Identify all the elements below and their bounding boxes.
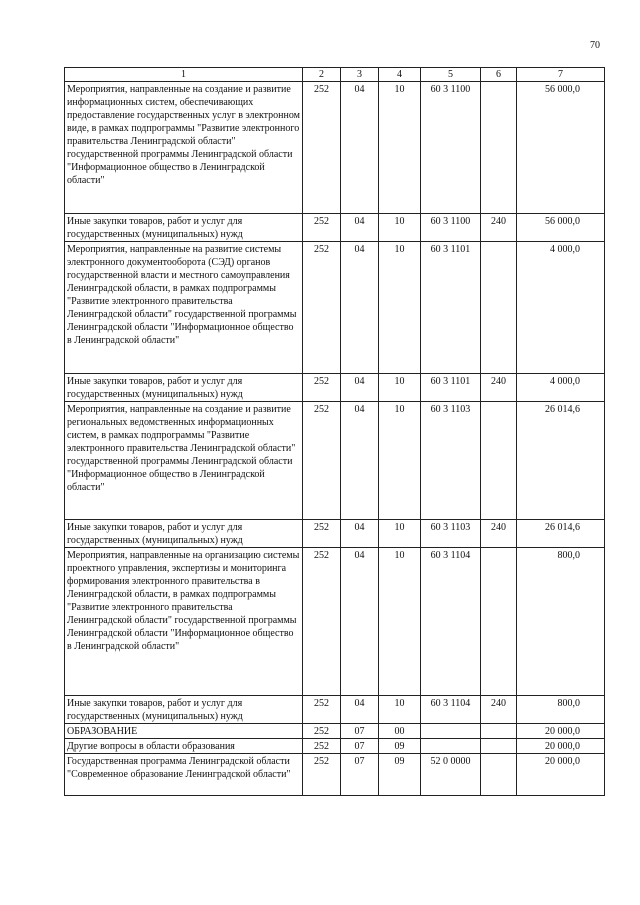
table-row [65, 402, 605, 520]
row-target [421, 739, 481, 754]
row-section: 07 [341, 739, 379, 754]
row-target: 60 3 1104 [421, 548, 481, 696]
row-name: Мероприятия, направленные на развитие системы электронного документооборота (СЭД) органов государственной власти и местного самоуправления Ленинградской области, в рамках подпрограммы "Развитие электронного правительства Ленинградской области" государственной программы Ленинградской области "Информационное общество в Ленинградской области" [65, 242, 303, 374]
column-number-row [65, 68, 605, 82]
row-amount: 20 000,0 [517, 754, 605, 796]
row-name: Иные закупки товаров, работ и услуг для государственных (муниципальных) нужд [65, 520, 303, 548]
row-admin: 252 [303, 374, 341, 402]
table-row [65, 520, 605, 548]
row-target: 52 0 0000 [421, 754, 481, 796]
row-section: 04 [341, 548, 379, 696]
row-name: Мероприятия, направленные на организацию системы проектного управления, экспертизы и мониторинга формирования электронного правительства в Ленинградской области, в рамках подпрограммы "Развитие электронного правительства Ленинградской области" государственной программы Ленинградской области "Информационное общество в Ленинградской области" [65, 548, 303, 696]
row-amount: 4 000,0 [517, 242, 605, 374]
row-name: ОБРАЗОВАНИЕ [65, 724, 303, 739]
table-row [65, 548, 605, 696]
row-amount: 4 000,0 [517, 374, 605, 402]
row-section: 04 [341, 242, 379, 374]
row-subsection: 00 [379, 724, 421, 739]
row-type [481, 548, 517, 696]
table-row [65, 242, 605, 374]
column-number: 5 [421, 68, 481, 82]
table-row [65, 214, 605, 242]
column-number: 3 [341, 68, 379, 82]
row-target: 60 3 1103 [421, 402, 481, 520]
row-amount: 20 000,0 [517, 724, 605, 739]
column-number: 1 [65, 68, 303, 82]
row-admin: 252 [303, 520, 341, 548]
row-admin: 252 [303, 754, 341, 796]
row-type: 240 [481, 374, 517, 402]
row-section: 04 [341, 82, 379, 214]
row-section: 04 [341, 520, 379, 548]
column-number: 4 [379, 68, 421, 82]
row-type [481, 402, 517, 520]
row-admin: 252 [303, 82, 341, 214]
column-number: 6 [481, 68, 517, 82]
row-amount: 56 000,0 [517, 82, 605, 214]
row-target [421, 724, 481, 739]
row-type: 240 [481, 520, 517, 548]
row-type [481, 754, 517, 796]
row-admin: 252 [303, 214, 341, 242]
row-admin: 252 [303, 548, 341, 696]
row-name: Мероприятия, направленные на создание и развитие региональных ведомственных информационных систем, в рамках подпрограммы "Развитие электронного правительства Ленинградской области" государственной программы Ленинградской области "Информационное общество в Ленинградской области" [65, 402, 303, 520]
row-amount: 20 000,0 [517, 739, 605, 754]
row-target: 60 3 1103 [421, 520, 481, 548]
row-subsection: 10 [379, 82, 421, 214]
row-amount: 26 014,6 [517, 520, 605, 548]
row-subsection: 10 [379, 402, 421, 520]
row-name: Иные закупки товаров, работ и услуг для государственных (муниципальных) нужд [65, 696, 303, 724]
row-amount: 800,0 [517, 696, 605, 724]
row-subsection: 09 [379, 739, 421, 754]
row-section: 04 [341, 374, 379, 402]
row-type [481, 242, 517, 374]
row-subsection: 09 [379, 754, 421, 796]
row-target: 60 3 1100 [421, 214, 481, 242]
row-subsection: 10 [379, 520, 421, 548]
row-section: 04 [341, 696, 379, 724]
row-amount: 56 000,0 [517, 214, 605, 242]
row-admin: 252 [303, 724, 341, 739]
row-section: 04 [341, 402, 379, 520]
row-section: 04 [341, 214, 379, 242]
table-row [65, 724, 605, 739]
row-subsection: 10 [379, 696, 421, 724]
budget-table [64, 67, 605, 796]
row-admin: 252 [303, 739, 341, 754]
table-row [65, 696, 605, 724]
row-type [481, 724, 517, 739]
row-target: 60 3 1104 [421, 696, 481, 724]
row-name: Мероприятия, направленные на создание и развитие информационных систем, обеспечивающих предоставление государственных услуг в электронном виде, в рамках подпрограммы "Развитие электронного правительства Ленинградской области" государственной программы Ленинградской области "Информационное общество в Ленинградской области" [65, 82, 303, 214]
row-name: Иные закупки товаров, работ и услуг для государственных (муниципальных) нужд [65, 214, 303, 242]
row-admin: 252 [303, 696, 341, 724]
row-target: 60 3 1100 [421, 82, 481, 214]
row-subsection: 10 [379, 242, 421, 374]
row-subsection: 10 [379, 548, 421, 696]
row-amount: 800,0 [517, 548, 605, 696]
row-section: 07 [341, 754, 379, 796]
table-row [65, 739, 605, 754]
row-subsection: 10 [379, 374, 421, 402]
row-type [481, 82, 517, 214]
row-target: 60 3 1101 [421, 374, 481, 402]
row-admin: 252 [303, 402, 341, 520]
row-target: 60 3 1101 [421, 242, 481, 374]
row-name: Государственная программа Ленинградской области "Современное образование Ленинградской области" [65, 754, 303, 796]
row-section: 07 [341, 724, 379, 739]
page-number: 70 [590, 40, 600, 51]
table-row [65, 374, 605, 402]
row-type [481, 739, 517, 754]
row-admin: 252 [303, 242, 341, 374]
column-number: 7 [517, 68, 605, 82]
table-row [65, 82, 605, 214]
column-number: 2 [303, 68, 341, 82]
row-type: 240 [481, 214, 517, 242]
row-type: 240 [481, 696, 517, 724]
row-name: Другие вопросы в области образования [65, 739, 303, 754]
row-name: Иные закупки товаров, работ и услуг для государственных (муниципальных) нужд [65, 374, 303, 402]
table-row [65, 754, 605, 796]
row-subsection: 10 [379, 214, 421, 242]
row-amount: 26 014,6 [517, 402, 605, 520]
